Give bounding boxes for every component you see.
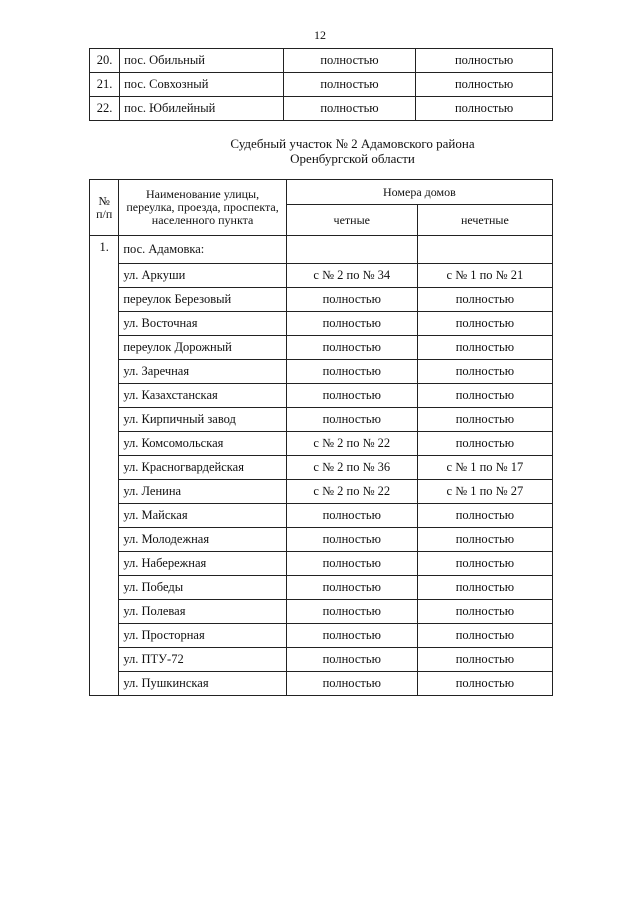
top-table [89, 48, 553, 121]
table-row [90, 671, 553, 695]
street-name: ул. Набережная [119, 551, 286, 575]
even-numbers: полностью [286, 527, 417, 551]
even-numbers: полностью [283, 73, 415, 97]
row-number-cell [90, 575, 119, 599]
even-numbers: полностью [286, 599, 417, 623]
street-name: пос. Совхозный [120, 73, 284, 97]
street-name: ул. ПТУ-72 [119, 647, 286, 671]
street-name: ул. Пушкинская [119, 671, 286, 695]
row-number-cell [90, 431, 119, 455]
odd-numbers: с № 1 по № 21 [417, 263, 552, 287]
odd-numbers: полностью [416, 49, 553, 73]
street-name: ул. Казахстанская [119, 383, 286, 407]
row-number-cell [90, 623, 119, 647]
even-numbers: полностью [286, 407, 417, 431]
street-name: ул. Просторная [119, 623, 286, 647]
street-name: ул. Восточная [119, 311, 286, 335]
table-row [90, 575, 553, 599]
street-name: ул. Кирпичный завод [119, 407, 286, 431]
row-number-cell [90, 383, 119, 407]
row-number-cell [90, 551, 119, 575]
street-name: ул. Красногвардейская [119, 455, 286, 479]
table-row [90, 263, 553, 287]
street-name: пос. Юбилейный [120, 97, 284, 121]
settlement-num: 1. [90, 236, 119, 264]
even-numbers: полностью [286, 671, 417, 695]
even-numbers: полностью [286, 623, 417, 647]
table-row [90, 359, 553, 383]
odd-numbers: полностью [417, 407, 552, 431]
row-number-cell [90, 671, 119, 695]
odd-numbers: полностью [417, 503, 552, 527]
odd-numbers: полностью [417, 599, 552, 623]
even-numbers: полностью [283, 97, 415, 121]
table-row [90, 479, 553, 503]
odd-numbers: полностью [417, 623, 552, 647]
row-number: 22. [90, 97, 120, 121]
street-name: ул. Победы [119, 575, 286, 599]
row-number-cell [90, 263, 119, 287]
table-row [90, 431, 553, 455]
street-name: ул. Комсомольская [119, 431, 286, 455]
header-odd: нечетные [417, 205, 552, 236]
odd-numbers: полностью [417, 359, 552, 383]
odd-numbers: полностью [416, 97, 553, 121]
row-number-cell [90, 287, 119, 311]
even-numbers: полностью [286, 359, 417, 383]
street-name: пос. Обильный [120, 49, 284, 73]
section-title-line1: Судебный участок № 2 Адамовского района [230, 136, 475, 151]
row-number: 21. [90, 73, 120, 97]
table-row [90, 623, 553, 647]
settlement-name: пос. Адамовка: [119, 236, 286, 264]
even-numbers: полностью [286, 287, 417, 311]
header-num: № п/п [90, 180, 119, 236]
table-row [90, 287, 553, 311]
even-numbers: полностью [286, 575, 417, 599]
table-row [90, 527, 553, 551]
street-name: ул. Молодежная [119, 527, 286, 551]
main-table-head [90, 180, 553, 236]
street-name: переулок Березовый [119, 287, 286, 311]
odd-numbers: полностью [417, 431, 552, 455]
main-table [89, 179, 553, 696]
odd-numbers: полностью [417, 287, 552, 311]
odd-numbers: полностью [417, 647, 552, 671]
street-name: ул. Заречная [119, 359, 286, 383]
even-numbers: полностью [286, 503, 417, 527]
even-numbers: с № 2 по № 34 [286, 263, 417, 287]
settlement-even [286, 236, 417, 264]
settlement-row [90, 236, 553, 264]
even-numbers: полностью [286, 311, 417, 335]
table-row [90, 311, 553, 335]
row-number: 20. [90, 49, 120, 73]
row-number-cell [90, 527, 119, 551]
row-number-cell [90, 599, 119, 623]
row-number-cell [90, 407, 119, 431]
street-name: ул. Ленина [119, 479, 286, 503]
odd-numbers: полностью [417, 551, 552, 575]
street-name: ул. Аркуши [119, 263, 286, 287]
header-houses: Номера домов [286, 180, 552, 205]
main-table-body [90, 236, 553, 696]
even-numbers: с № 2 по № 22 [286, 431, 417, 455]
table-row [90, 551, 553, 575]
section-title-line2: Оренбургской области [290, 151, 415, 166]
odd-numbers: полностью [417, 527, 552, 551]
even-numbers: с № 2 по № 22 [286, 479, 417, 503]
top-table-body [90, 49, 553, 121]
row-number-cell [90, 359, 119, 383]
page-number: 12 [314, 28, 326, 42]
row-number-cell [90, 335, 119, 359]
table-row [90, 407, 553, 431]
odd-numbers: с № 1 по № 27 [417, 479, 552, 503]
header-even: четные [286, 205, 417, 236]
odd-numbers: с № 1 по № 17 [417, 455, 552, 479]
even-numbers: полностью [286, 647, 417, 671]
row-number-cell [90, 647, 119, 671]
even-numbers: полностью [286, 551, 417, 575]
odd-numbers: полностью [417, 311, 552, 335]
table-row [90, 335, 553, 359]
odd-numbers: полностью [417, 575, 552, 599]
even-numbers: полностью [286, 335, 417, 359]
even-numbers: полностью [283, 49, 415, 73]
street-name: переулок Дорожный [119, 335, 286, 359]
table-row [90, 647, 553, 671]
street-name: ул. Полевая [119, 599, 286, 623]
section-title [0, 136, 640, 166]
row-number-cell [90, 503, 119, 527]
settlement-odd [417, 236, 552, 264]
header-name: Наименование улицы, переулка, проезда, проспекта, населенного пункта [119, 180, 286, 236]
header-row-1 [90, 180, 553, 205]
table-row [90, 599, 553, 623]
odd-numbers: полностью [417, 671, 552, 695]
row-number-cell [90, 479, 119, 503]
row-number-cell [90, 455, 119, 479]
table-row [90, 383, 553, 407]
street-name: ул. Майская [119, 503, 286, 527]
odd-numbers: полностью [417, 383, 552, 407]
odd-numbers: полностью [416, 73, 553, 97]
odd-numbers: полностью [417, 335, 552, 359]
table-row [90, 97, 553, 121]
row-number-cell [90, 311, 119, 335]
table-row [90, 49, 553, 73]
even-numbers: полностью [286, 383, 417, 407]
table-row [90, 73, 553, 97]
even-numbers: с № 2 по № 36 [286, 455, 417, 479]
table-row [90, 503, 553, 527]
table-row [90, 455, 553, 479]
